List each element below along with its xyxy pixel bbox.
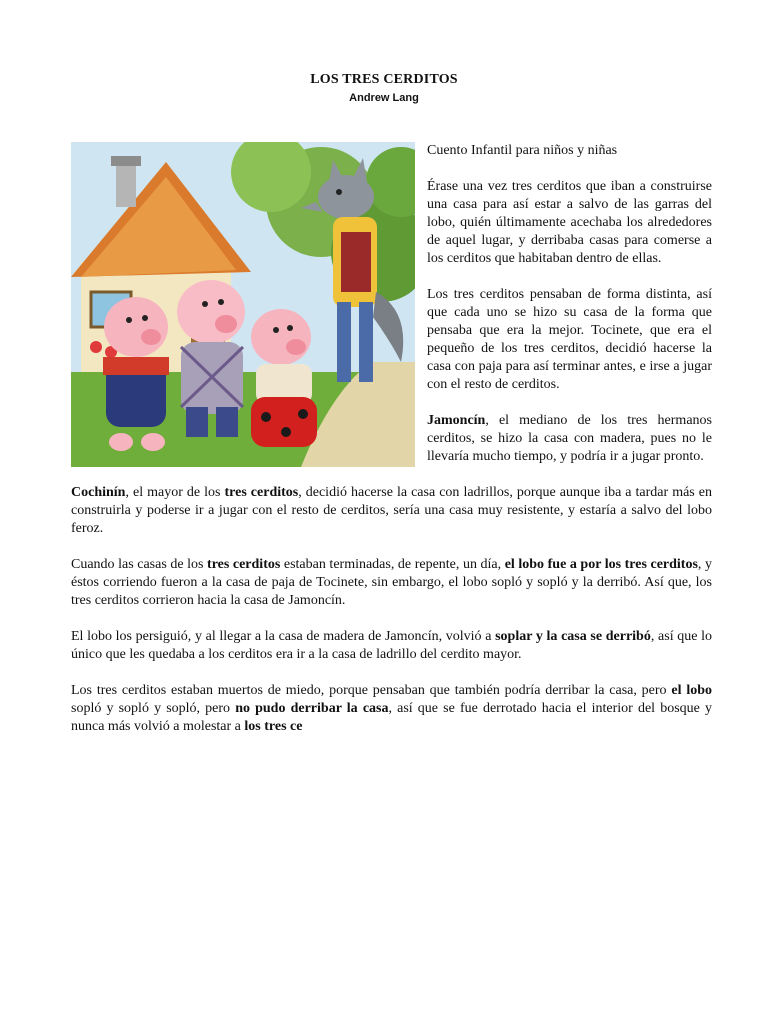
bold-phrase: soplar y la casa se derribó xyxy=(495,629,651,644)
paragraph-7 xyxy=(71,682,712,736)
paragraph-text: , el mediano de los tres hermanos cerditos, se hizo la casa con madera, pues no le llevaría mucho tiempo, y podría ir a jugar pronto. xyxy=(427,413,712,464)
bold-phrase: el lobo xyxy=(671,683,712,698)
paragraph-6 xyxy=(71,628,712,664)
paragraph-5 xyxy=(71,556,712,610)
story-body xyxy=(71,142,712,754)
paragraph-2: Los tres cerditos pensaban de forma distinta, así que cada uno se hizo su casa de la forma que pensaba que era la mejor. Tocinete, que era el pequeño de los tres cerditos, decidió hacerse la casa con paja para así terminar antes, e irse a jugar con el resto de cerditos. xyxy=(427,287,712,392)
paragraph-text: estaban terminadas, de repente, un día, xyxy=(280,557,505,572)
bold-phrase: no pudo derribar la casa xyxy=(235,701,389,716)
paragraph-text: El lobo los persiguió, y al llegar a la casa de madera de Jamoncín, volvió a xyxy=(71,629,496,644)
bold-phrase: tres cerditos xyxy=(207,557,281,572)
bold-phrase: los tres ce xyxy=(244,719,303,734)
paragraph-text: , y éstos corriendo fueron a la casa de paja de Tocinete, sin embargo, el lobo sopló y sopló y la derribó. Así que, los tres cerditos corrieron hacia la casa de Jamoncín. xyxy=(71,557,712,608)
paragraph-text: , así que se fue derrotado hacia el interior del bosque y nunca más volvió a molestar a xyxy=(71,701,712,734)
paragraph-1: Érase una vez tres cerditos que iban a construirse una casa para así estar a salvo de las garras del lobo, quién últimamente acechaba los alrededores de aquel lugar, y derribaba casas para comerse a los cerditos que habitaban dentro de ellas. xyxy=(427,179,712,266)
document-title: LOS TRES CERDITOS xyxy=(310,72,458,87)
bold-name: Jamoncín xyxy=(427,413,486,428)
bold-phrase: tres cerditos xyxy=(224,485,299,500)
paragraph-4 xyxy=(71,484,712,538)
bold-name: Cochinín xyxy=(71,485,126,500)
paragraph-text: , decidió hacerse la casa con ladrillos, porque aunque iba a tardar más en construirla y poderse ir a jugar con el resto de cerditos, sería una casa muy resistente, y estaría a salvo del lobo feroz. xyxy=(71,485,712,536)
three-pigs-illustration xyxy=(71,142,415,467)
bold-phrase: el lobo fue a por los tres cerditos xyxy=(504,557,698,572)
paragraph-text: , el mayor de los xyxy=(125,485,225,500)
document-author: Andrew Lang xyxy=(349,92,419,104)
paragraph-text: Cuando las casas de los xyxy=(71,557,208,572)
intro-paragraph: Cuento Infantil para niños y niñas xyxy=(427,143,618,158)
paragraph-text: , así que lo único que les quedaba a los cerditos era ir a la casa de ladrillo del cerdito mayor. xyxy=(71,629,713,662)
paragraph-text: Los tres cerditos estaban muertos de miedo, porque pensaban que también podría derribar la casa, pero xyxy=(71,683,672,698)
paragraph-text: sopló y sopló y sopló, pero xyxy=(71,701,236,716)
